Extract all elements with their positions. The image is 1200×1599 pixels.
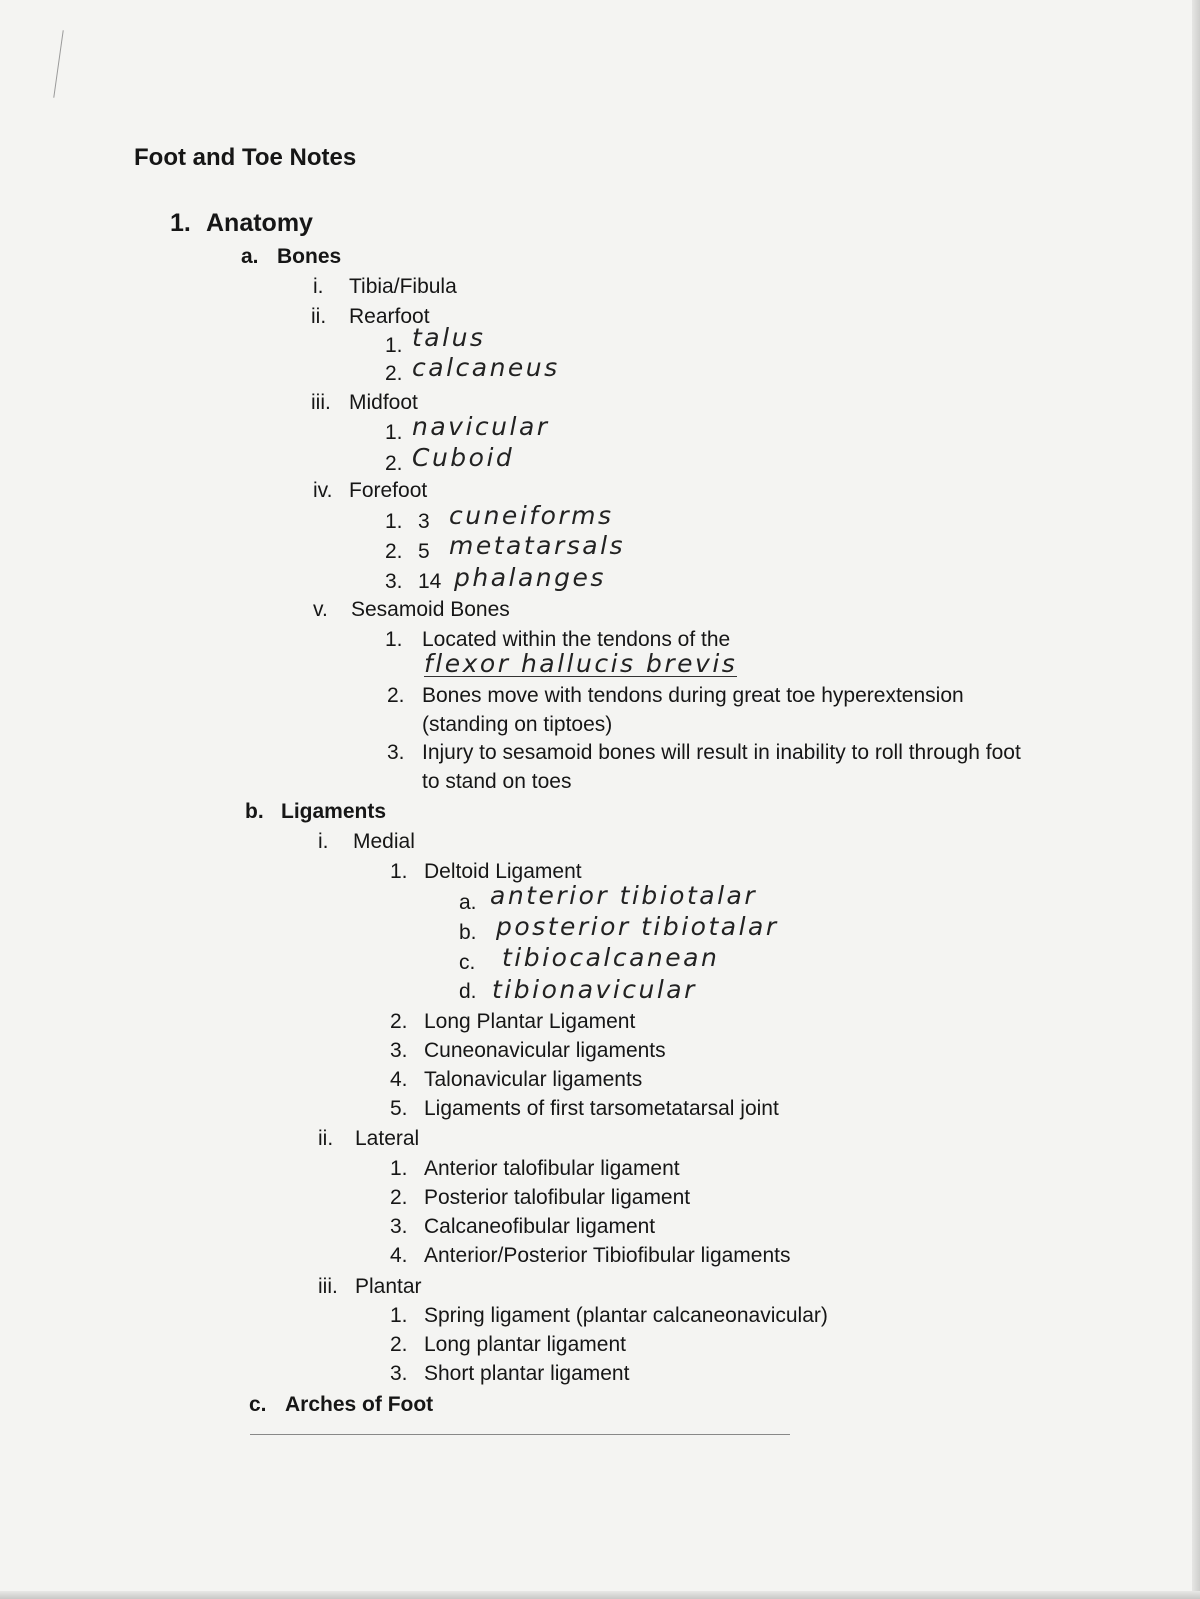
outline-letter: b. bbox=[459, 921, 477, 944]
outline-number: 3. bbox=[390, 1215, 408, 1238]
item-posterior-talofibular: Posterior talofibular ligament bbox=[424, 1186, 691, 1209]
page-title: Foot and Toe Notes bbox=[134, 144, 357, 171]
outline-number: 1. bbox=[385, 421, 403, 444]
outline-number: 3. bbox=[387, 741, 405, 764]
item-plantar: Plantar bbox=[355, 1275, 422, 1298]
outline-roman: ii. bbox=[318, 1127, 334, 1150]
outline-number: 3. bbox=[385, 570, 403, 593]
sesamoid-note-3-cont: to stand on toes bbox=[422, 770, 572, 793]
outline-number: 2. bbox=[390, 1333, 408, 1356]
item-short-plantar-ligament: Short plantar ligament bbox=[424, 1362, 630, 1385]
subheading-arches-of-foot: Arches of Foot bbox=[285, 1393, 434, 1416]
handwritten-calcaneus: calcaneus bbox=[412, 353, 560, 382]
outline-number: 2. bbox=[385, 362, 403, 385]
handwritten-anterior-tibiotalar: anterior tibiotalar bbox=[490, 881, 758, 910]
handwritten-tibiocalcanean: tibiocalcanean bbox=[502, 943, 720, 972]
handwritten-posterior-tibiotalar: posterior tibiotalar bbox=[496, 912, 779, 941]
bottom-rule bbox=[250, 1434, 790, 1435]
item-deltoid-ligament: Deltoid Ligament bbox=[424, 860, 582, 883]
item-long-plantar-ligament-2: Long plantar ligament bbox=[424, 1333, 626, 1356]
sesamoid-note-2: Bones move with tendons during great toe hyperextension bbox=[422, 684, 964, 707]
section-number: 1. bbox=[170, 209, 191, 237]
page-edge-bottom bbox=[0, 1591, 1200, 1599]
outline-number: 4. bbox=[390, 1068, 408, 1091]
outline-number: 4. bbox=[390, 1244, 408, 1267]
outline-letter: a. bbox=[459, 891, 477, 914]
item-long-plantar-ligament: Long Plantar Ligament bbox=[424, 1010, 636, 1033]
count: 14 bbox=[418, 570, 442, 593]
handwritten-navicular: navicular bbox=[412, 412, 550, 441]
sesamoid-note-1: Located within the tendons of the bbox=[422, 628, 731, 651]
subheading-ligaments: Ligaments bbox=[281, 800, 387, 823]
section-heading-anatomy: Anatomy bbox=[206, 209, 313, 237]
outline-letter: c. bbox=[249, 1393, 267, 1416]
outline-letter: c. bbox=[459, 951, 476, 974]
item-tibia-fibula: Tibia/Fibula bbox=[349, 275, 457, 298]
item-midfoot: Midfoot bbox=[349, 391, 418, 414]
outline-number: 3. bbox=[390, 1039, 408, 1062]
outline-roman: ii. bbox=[311, 305, 327, 328]
outline-roman: iii. bbox=[318, 1275, 338, 1298]
item-first-tarsometatarsal-ligaments: Ligaments of first tarsometatarsal joint bbox=[424, 1097, 779, 1120]
handwritten-tibionavicular: tibionavicular bbox=[492, 975, 697, 1004]
outline-roman: i. bbox=[313, 275, 324, 298]
item-forefoot: Forefoot bbox=[349, 479, 428, 502]
outline-number: 5. bbox=[390, 1097, 408, 1120]
outline-number: 2. bbox=[390, 1010, 408, 1033]
outline-number: 2. bbox=[385, 540, 403, 563]
page-edge-right bbox=[1192, 0, 1200, 1599]
outline-number: 1. bbox=[385, 510, 403, 533]
handwritten-flexor-hallucis-brevis: flexor hallucis brevis bbox=[424, 649, 738, 678]
handwritten-cuneiforms: cuneiforms bbox=[449, 501, 614, 530]
item-tibiofibular-ligaments: Anterior/Posterior Tibiofibular ligaments bbox=[424, 1244, 791, 1267]
page-margin-mark bbox=[53, 30, 63, 97]
outline-number: 1. bbox=[390, 860, 408, 883]
outline-number: 1. bbox=[385, 628, 403, 651]
outline-roman: iii. bbox=[311, 391, 331, 414]
outline-number: 2. bbox=[390, 1186, 408, 1209]
item-rearfoot: Rearfoot bbox=[349, 305, 430, 328]
outline-number: 3. bbox=[390, 1362, 408, 1385]
count: 3 bbox=[418, 510, 430, 533]
item-sesamoid-bones: Sesamoid Bones bbox=[351, 598, 510, 621]
item-anterior-talofibular: Anterior talofibular ligament bbox=[424, 1157, 680, 1180]
outline-roman: v. bbox=[313, 598, 328, 621]
outline-letter: a. bbox=[241, 245, 259, 268]
item-talonavicular-ligaments: Talonavicular ligaments bbox=[424, 1068, 643, 1091]
outline-number: 1. bbox=[390, 1304, 408, 1327]
outline-letter: d. bbox=[459, 980, 477, 1003]
handwritten-cuboid: Cuboid bbox=[412, 443, 515, 472]
item-calcaneofibular: Calcaneofibular ligament bbox=[424, 1215, 656, 1238]
count: 5 bbox=[418, 540, 430, 563]
handwritten-metatarsals: metatarsals bbox=[449, 531, 626, 560]
outline-number: 2. bbox=[387, 684, 405, 707]
handwritten-phalanges: phalanges bbox=[454, 563, 606, 592]
item-medial: Medial bbox=[353, 830, 415, 853]
outline-roman: iv. bbox=[313, 479, 333, 502]
outline-roman: i. bbox=[318, 830, 329, 853]
outline-number: 1. bbox=[390, 1157, 408, 1180]
handwritten-talus: talus bbox=[412, 323, 486, 352]
outline-number: 1. bbox=[385, 334, 403, 357]
item-cuneonavicular-ligaments: Cuneonavicular ligaments bbox=[424, 1039, 666, 1062]
sesamoid-note-2-cont: (standing on tiptoes) bbox=[422, 713, 613, 736]
item-spring-ligament: Spring ligament (plantar calcaneonavicular) bbox=[424, 1304, 828, 1327]
item-lateral: Lateral bbox=[355, 1127, 420, 1150]
outline-number: 2. bbox=[385, 452, 403, 475]
outline-letter: b. bbox=[245, 800, 264, 823]
sesamoid-note-3: Injury to sesamoid bones will result in inability to roll through foot bbox=[422, 741, 1021, 764]
subheading-bones: Bones bbox=[277, 245, 342, 268]
